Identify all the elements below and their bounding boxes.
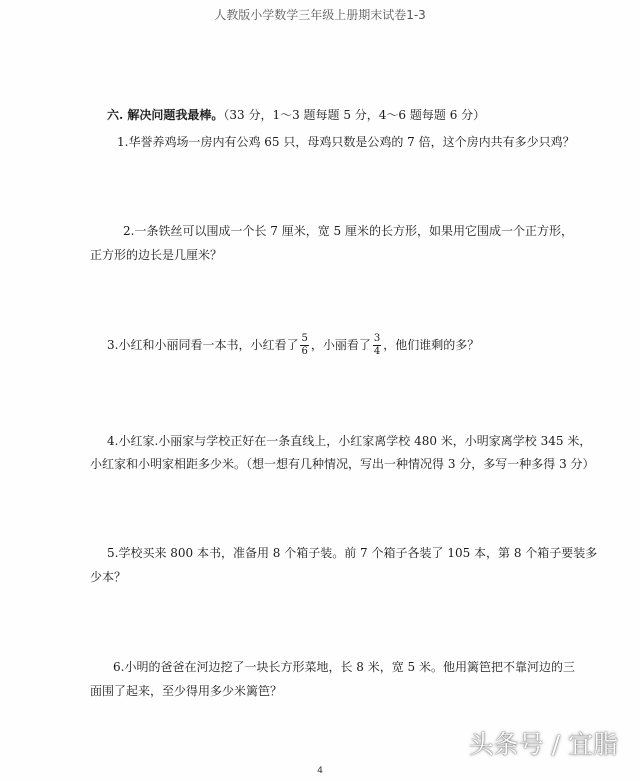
question-4-cont: [90, 452, 595, 476]
fraction-2-denominator: 4: [373, 346, 381, 357]
page-header: 人教版小学数学三年级上册期末试卷1-3: [214, 8, 426, 22]
question-2-line-1: 2.一条铁丝可以围成一个长 7 厘米，宽 5 厘米的长方形，如果用它围成一个正方形，: [123, 224, 573, 238]
fraction-1-denominator: 6: [301, 346, 308, 357]
question-4-line-1: 4.小红家.小丽家与学校正好在一条直线上，小红家离学校 480 米，小明家离学校 345 米，: [107, 434, 592, 448]
question-5: [107, 541, 597, 565]
question-3-part-1: 3.小红和小丽同看一本书，小红看了: [107, 338, 299, 352]
section-scoring: （33 分，1～3 题每题 5 分，4～6 题每题 6 分）: [223, 108, 486, 122]
question-6-line-1: 6.小明的爸爸在河边挖了一块长方形菜地，长 8 米，宽 5 米。他用篱笆把不靠河边的三: [113, 660, 575, 674]
fraction-three-quarters: [373, 333, 381, 358]
question-4: [107, 429, 591, 453]
question-3: [107, 333, 479, 358]
question-1-line-1: 1.华誉养鸡场一房内有公鸡 65 只，母鸡只数是公鸡的 7 倍，这个房内共有多少只鸡？: [117, 135, 575, 149]
fraction-2-numerator: 3: [373, 333, 381, 344]
fraction-1-numerator: 5: [301, 333, 308, 344]
question-2-cont: [90, 243, 222, 267]
question-2-line-2: 正方形的边长是几厘米？: [90, 248, 223, 262]
question-2: [123, 219, 573, 243]
page-number: 4: [317, 766, 323, 776]
question-5-line-1: 5.学校买来 800 本书，准备用 8 个箱子装。前 7 个箱子各装了 105 本，第 8 个箱子要装多: [107, 546, 598, 560]
section-heading: [107, 106, 485, 123]
fraction-five-sixths: [300, 333, 308, 358]
question-6-cont: [90, 679, 282, 703]
question-3-part-3: ，他们谁剩的多？: [383, 338, 480, 352]
question-3-part-2: ，小丽看了: [310, 338, 371, 352]
question-1: [117, 130, 575, 154]
section-title: 六. 解决问题我最棒。: [107, 108, 224, 122]
watermark-text: 头条号 / 宜脂: [468, 730, 618, 759]
question-4-line-2: 小红家和小明家相距多少米。（想一想有几种情况，写出一种情况得 3 分，多写一种多得 3 分）: [90, 457, 595, 471]
question-5-cont: [90, 565, 126, 589]
question-6: [113, 655, 575, 679]
question-6-line-2: 面围了起来，至少得用多少米篱笆？: [90, 684, 283, 698]
question-5-line-2: 少本？: [90, 570, 127, 584]
